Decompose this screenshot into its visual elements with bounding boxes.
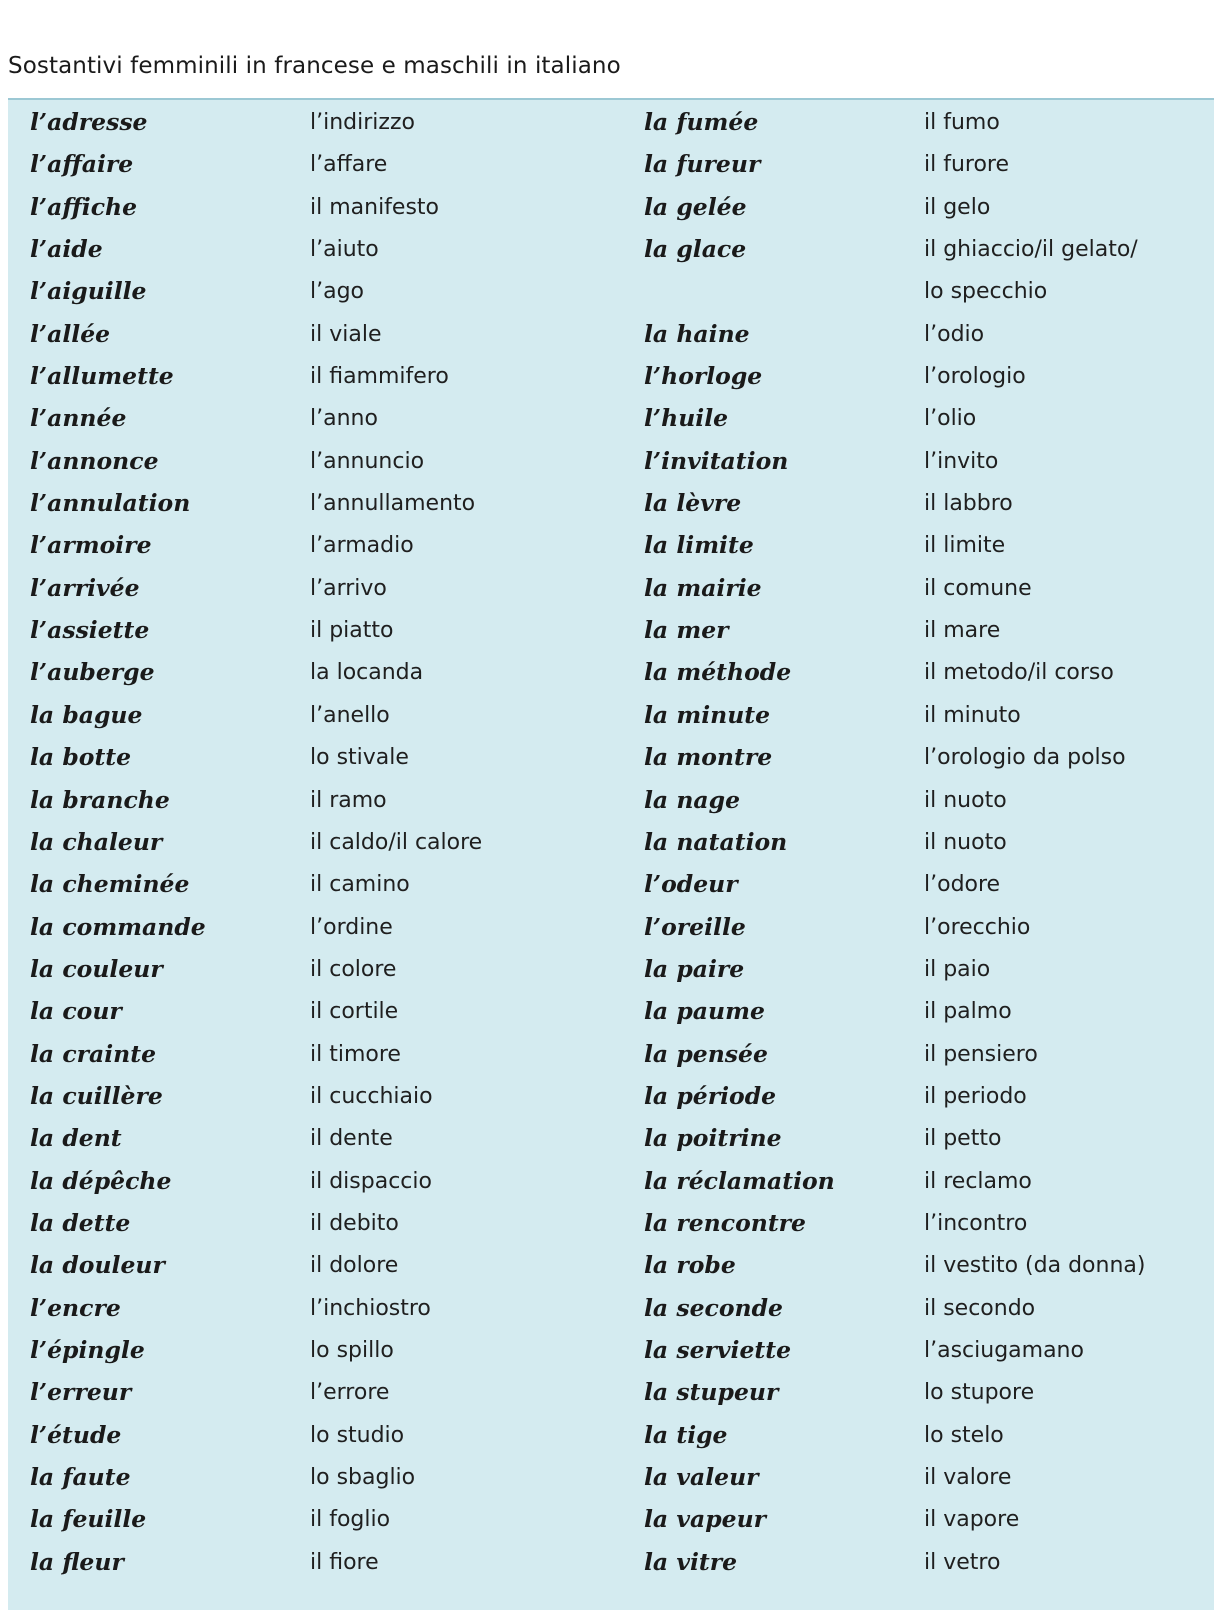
italian-translation: il furore	[924, 152, 1010, 178]
italian-translation: l’odore	[924, 872, 1001, 898]
italian-translation: il pensiero	[924, 1041, 1038, 1067]
french-term: la valeur	[644, 1463, 759, 1491]
italian-translation: l’odio	[924, 321, 985, 347]
french-term: la couleur	[30, 954, 163, 983]
italian-translation: l’affare	[310, 152, 388, 178]
italian-translation: l’orologio da polso	[924, 745, 1126, 771]
vocabulary-row	[620, 1245, 1220, 1287]
vocabulary-row	[8, 356, 608, 398]
french-term: l’encre	[30, 1293, 121, 1322]
vocabulary-row	[8, 398, 608, 440]
vocabulary-row	[8, 1372, 608, 1414]
vocabulary-row	[8, 949, 608, 991]
italian-translation: il caldo/il calore	[310, 829, 483, 855]
vocabulary-row	[620, 991, 1220, 1033]
french-term: l’auberge	[30, 658, 155, 687]
italian-translation: lo stivale	[310, 745, 409, 771]
italian-translation: l’incontro	[924, 1210, 1028, 1236]
vocabulary-row	[620, 187, 1220, 229]
italian-translation: la locanda	[310, 660, 424, 686]
french-term: la tige	[644, 1420, 728, 1449]
vocabulary-row	[620, 1372, 1220, 1414]
italian-translation: l’aiuto	[310, 237, 379, 263]
french-term: la rencontre	[644, 1208, 807, 1237]
french-term: la stupeur	[644, 1378, 779, 1407]
vocabulary-row	[8, 1415, 608, 1457]
french-term: la douleur	[30, 1251, 165, 1280]
french-term: l’huile	[644, 404, 729, 433]
italian-translation: il periodo	[924, 1083, 1027, 1109]
vocabulary-row	[8, 652, 608, 694]
italian-translation: il paio	[924, 956, 991, 982]
italian-translation: il fiore	[310, 1549, 379, 1575]
french-term: la robe	[644, 1251, 736, 1280]
italian-translation: il dolore	[310, 1253, 399, 1279]
vocabulary-row	[8, 1203, 608, 1245]
french-term: la glace	[644, 235, 747, 264]
vocabulary-row	[8, 483, 608, 525]
vocabulary-row	[620, 398, 1220, 440]
french-term: la vapeur	[644, 1505, 767, 1534]
vocabulary-row	[620, 1161, 1220, 1203]
french-term: la faute	[30, 1463, 131, 1491]
vocabulary-row	[8, 1499, 608, 1541]
italian-translation: il metodo/il corso	[924, 660, 1114, 686]
vocabulary-row	[620, 652, 1220, 694]
french-term: la dépêche	[30, 1166, 172, 1195]
italian-translation: l’invito	[924, 448, 999, 474]
vocabulary-row	[620, 737, 1220, 779]
italian-translation: il piatto	[310, 618, 394, 644]
french-term: la nage	[644, 785, 741, 814]
french-term: la seconde	[644, 1293, 783, 1322]
french-term: la botte	[30, 743, 132, 772]
italian-translation: l’olio	[924, 406, 977, 432]
vocabulary-row	[8, 1542, 608, 1584]
vocabulary-row	[8, 568, 608, 610]
french-term: la cheminée	[30, 870, 190, 899]
french-term: la cour	[30, 997, 122, 1026]
italian-translation: il viale	[310, 321, 382, 347]
french-term: la paume	[644, 997, 765, 1026]
italian-translation: l’errore	[310, 1380, 390, 1406]
vocabulary-row	[620, 780, 1220, 822]
french-term: l’affiche	[30, 192, 138, 221]
french-term: la serviette	[644, 1335, 792, 1364]
italian-translation: il reclamo	[924, 1168, 1032, 1194]
french-term: la cuillère	[30, 1081, 163, 1110]
italian-translation: il cucchiaio	[310, 1083, 433, 1109]
italian-translation: lo stupore	[924, 1380, 1035, 1406]
italian-translation: il palmo	[924, 999, 1012, 1025]
vocabulary-row	[620, 102, 1220, 144]
italian-translation: l’arrivo	[310, 575, 387, 601]
vocabulary-row	[8, 271, 608, 313]
vocabulary-row	[8, 314, 608, 356]
italian-translation: il nuoto	[924, 829, 1007, 855]
vocabulary-row	[620, 144, 1220, 186]
vocabulary-row	[620, 1457, 1220, 1499]
italian-translation: l’ordine	[310, 914, 393, 940]
french-term: la fleur	[30, 1547, 124, 1576]
french-term: la pensée	[644, 1039, 768, 1068]
italian-translation: il fiammifero	[310, 364, 449, 390]
vocabulary-row	[8, 695, 608, 737]
vocabulary-row	[8, 991, 608, 1033]
italian-translation: il fumo	[924, 110, 1000, 135]
vocabulary-row	[620, 1288, 1220, 1330]
vocabulary-row	[620, 1118, 1220, 1160]
french-term: l’odeur	[644, 870, 738, 899]
french-term: la limite	[644, 531, 754, 560]
italian-translation: il gelo	[924, 194, 991, 220]
vocabulary-row	[8, 1034, 608, 1076]
italian-translation: lo stelo	[924, 1422, 1004, 1448]
french-term: l’erreur	[30, 1378, 132, 1407]
french-term: l’assiette	[30, 616, 150, 645]
french-term: l’affaire	[30, 150, 134, 179]
italian-translation: il valore	[924, 1465, 1012, 1490]
french-term: la mairie	[644, 573, 762, 602]
italian-translation: lo studio	[310, 1422, 405, 1448]
vocabulary-row	[8, 1245, 608, 1287]
vocabulary-row	[620, 610, 1220, 652]
french-term: la dent	[30, 1124, 122, 1153]
french-term: la minute	[644, 700, 771, 729]
french-term: l’allumette	[30, 362, 174, 391]
italian-translation: il debito	[310, 1210, 399, 1236]
vocabulary-column-right	[620, 102, 1220, 1584]
french-term: l’arrivée	[30, 573, 140, 602]
italian-translation: lo sbaglio	[310, 1465, 416, 1490]
vocabulary-row	[8, 737, 608, 779]
italian-translation: l’indirizzo	[310, 110, 415, 135]
french-term: l’horloge	[644, 362, 763, 391]
french-term: la lèvre	[644, 489, 742, 518]
vocabulary-row	[620, 441, 1220, 483]
french-term: la feuille	[30, 1505, 147, 1534]
french-term: l’oreille	[644, 912, 746, 941]
french-term: la réclamation	[644, 1166, 835, 1195]
french-term: l’allée	[30, 319, 111, 348]
vocabulary-row	[620, 1034, 1220, 1076]
vocabulary-row	[8, 1457, 608, 1499]
french-term: la commande	[30, 912, 206, 941]
french-term: la gelée	[644, 192, 747, 221]
french-term: la méthode	[644, 658, 792, 687]
vocabulary-row	[8, 144, 608, 186]
italian-translation: il petto	[924, 1126, 1002, 1152]
vocabulary-row	[620, 525, 1220, 567]
french-term: l’annulation	[30, 489, 191, 518]
vocabulary-row	[620, 907, 1220, 949]
vocabulary-row	[8, 102, 608, 144]
vocabulary-column-left	[8, 102, 608, 1584]
french-term: la mer	[644, 616, 729, 645]
french-term: l’armoire	[30, 531, 152, 560]
vocabulary-row	[620, 568, 1220, 610]
french-term: la bague	[30, 700, 143, 729]
french-term: la paire	[644, 954, 745, 983]
italian-translation: il timore	[310, 1041, 401, 1067]
french-term: la natation	[644, 827, 788, 856]
italian-translation: il manifesto	[310, 194, 440, 220]
vocabulary-row	[8, 229, 608, 271]
italian-translation: il foglio	[310, 1507, 391, 1533]
vocabulary-row	[620, 314, 1220, 356]
french-term: la montre	[644, 743, 773, 772]
vocabulary-row	[8, 610, 608, 652]
vocabulary-row	[620, 229, 1220, 271]
french-term: l’invitation	[644, 446, 789, 475]
french-term: la chaleur	[30, 827, 163, 856]
page-title: Sostantivi femminili in francese e maschili in italiano	[8, 53, 621, 80]
french-term: l’épingle	[30, 1335, 145, 1364]
vocabulary-row	[620, 1499, 1220, 1541]
vocabulary-row	[620, 271, 1220, 313]
vocabulary-row	[620, 1415, 1220, 1457]
vocabulary-row	[620, 1542, 1220, 1584]
vocabulary-row	[620, 822, 1220, 864]
vocabulary-row	[8, 1330, 608, 1372]
french-term: l’aide	[30, 235, 103, 264]
italian-translation: il vestito (da donna)	[924, 1253, 1146, 1279]
italian-translation: l’asciugamano	[924, 1337, 1084, 1363]
italian-translation: l’annullamento	[310, 491, 476, 517]
vocabulary-row	[620, 356, 1220, 398]
italian-translation: il dente	[310, 1126, 393, 1152]
vocabulary-row	[8, 525, 608, 567]
french-term: la dette	[30, 1208, 131, 1237]
vocabulary-row	[8, 907, 608, 949]
vocabulary-row	[620, 864, 1220, 906]
french-term: la branche	[30, 785, 170, 814]
vocabulary-row	[8, 441, 608, 483]
italian-translation: il labbro	[924, 491, 1013, 517]
italian-translation: l’armadio	[310, 533, 414, 559]
italian-translation: l’inchiostro	[310, 1295, 431, 1321]
italian-translation: il vapore	[924, 1507, 1020, 1533]
french-term: l’aiguille	[30, 277, 147, 306]
french-term: l’année	[30, 404, 127, 433]
french-term: la crainte	[30, 1039, 157, 1068]
vocabulary-panel	[8, 98, 1214, 1610]
italian-translation: il ghiaccio/il gelato/	[924, 237, 1138, 263]
italian-translation: l’anno	[310, 406, 378, 432]
vocabulary-row	[8, 1288, 608, 1330]
italian-translation: il vetro	[924, 1549, 1001, 1575]
vocabulary-row	[8, 187, 608, 229]
vocabulary-row	[8, 780, 608, 822]
french-term: la poitrine	[644, 1124, 782, 1153]
italian-translation: il mare	[924, 618, 1001, 644]
italian-translation: il ramo	[310, 787, 387, 813]
vocabulary-row	[8, 1118, 608, 1160]
italian-translation: l’anello	[310, 702, 390, 728]
vocabulary-row	[620, 483, 1220, 525]
italian-translation: l’orecchio	[924, 914, 1031, 940]
french-term: l’étude	[30, 1420, 122, 1449]
italian-translation: lo specchio	[924, 279, 1048, 305]
italian-translation: il cortile	[310, 999, 399, 1025]
french-term: la période	[644, 1081, 777, 1110]
vocabulary-row	[620, 695, 1220, 737]
italian-translation: l’orologio	[924, 364, 1026, 390]
italian-translation: il comune	[924, 575, 1032, 601]
vocabulary-row	[8, 1076, 608, 1118]
vocabulary-row	[620, 949, 1220, 991]
italian-translation: il camino	[310, 872, 410, 898]
italian-translation: l’annuncio	[310, 448, 425, 474]
italian-translation: lo spillo	[310, 1337, 394, 1363]
vocabulary-row	[620, 1330, 1220, 1372]
french-term: la haine	[644, 319, 750, 348]
italian-translation: il dispaccio	[310, 1168, 432, 1194]
vocabulary-row	[8, 864, 608, 906]
italian-translation: il colore	[310, 956, 397, 982]
vocabulary-row	[620, 1203, 1220, 1245]
french-term: la fumée	[644, 108, 759, 136]
french-term: l’adresse	[30, 108, 148, 136]
italian-translation: il limite	[924, 533, 1006, 559]
french-term: l’annonce	[30, 446, 159, 475]
italian-translation: il nuoto	[924, 787, 1007, 813]
vocabulary-row	[8, 822, 608, 864]
italian-translation: il minuto	[924, 702, 1021, 728]
italian-translation: l’ago	[310, 279, 365, 305]
italian-translation: il secondo	[924, 1295, 1036, 1321]
vocabulary-row	[8, 1161, 608, 1203]
french-term: la fureur	[644, 150, 761, 179]
french-term: la vitre	[644, 1547, 738, 1576]
vocabulary-row	[620, 1076, 1220, 1118]
